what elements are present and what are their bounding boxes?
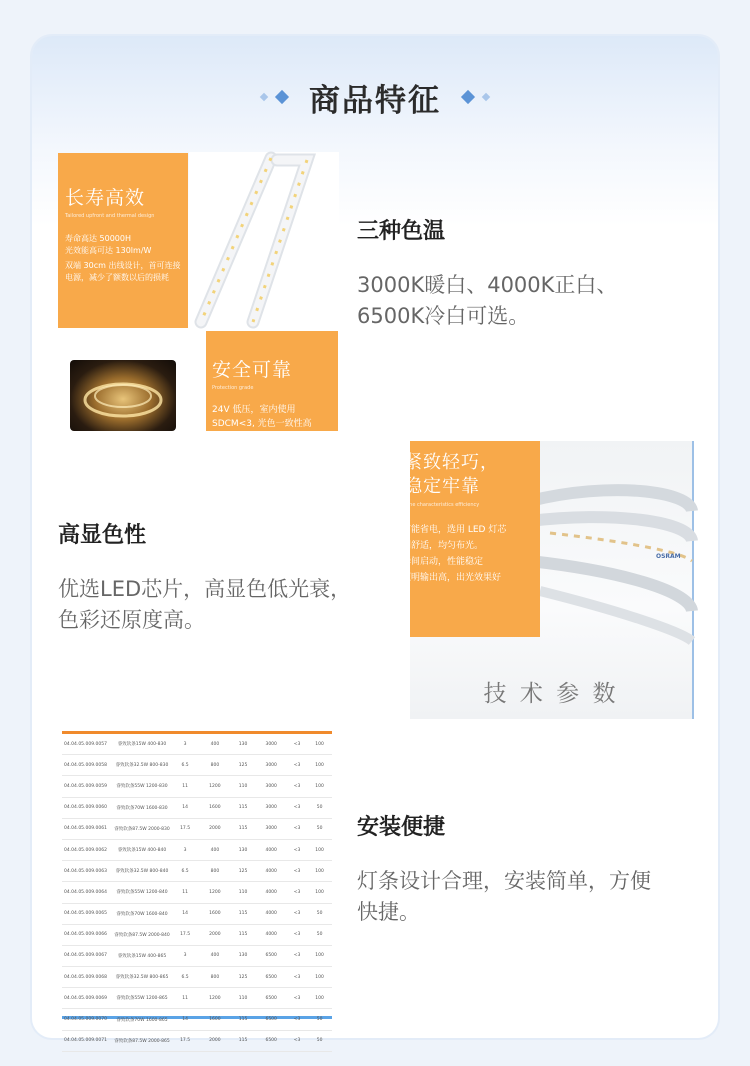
panel-line: 瞬间启动，性能稳定 (402, 557, 484, 567)
table-row (62, 839, 332, 860)
table-cell: 125 (231, 755, 256, 776)
table-cell: 11 (171, 988, 199, 1009)
table-cell: 睿致软条15W 400-840 (113, 839, 171, 860)
table-cell: <3 (287, 861, 307, 882)
table-cell: 115 (231, 924, 256, 945)
panel-safe (206, 331, 338, 431)
table-cell: 1600 (199, 1009, 230, 1030)
table-row (62, 882, 332, 903)
table-cell: 50 (307, 1030, 332, 1051)
table-cell: 100 (307, 839, 332, 860)
table-cell: 14 (171, 1009, 199, 1030)
table-cell: 17.5 (171, 818, 199, 839)
table-cell: 400 (199, 839, 230, 860)
table-cell: 04.04.05.009.0070 (62, 1009, 113, 1030)
table-cell: 04.04.05.009.0062 (62, 839, 113, 860)
table-cell: 04.04.05.009.0058 (62, 755, 113, 776)
table-cell: 11 (171, 882, 199, 903)
table-cell: 50 (307, 924, 332, 945)
table-cell: 3000 (255, 818, 286, 839)
diamond-small-icon (482, 93, 490, 101)
panel-long-life-subtitle: Tailored upfront and thermal design (65, 213, 155, 219)
strip-brand-label: OSRAM (656, 553, 681, 560)
table-cell: 睿致软条32.5W 800-840 (113, 861, 171, 882)
table-cell: 04.04.05.009.0064 (62, 882, 113, 903)
table-cell: 800 (199, 967, 230, 988)
table-cell: 130 (231, 839, 256, 860)
table-row (62, 797, 332, 818)
table-cell: 4000 (255, 924, 286, 945)
table-cell: 3 (171, 945, 199, 966)
table-cell: 04.04.05.009.0061 (62, 818, 113, 839)
table-cell: 100 (307, 945, 332, 966)
led-strip-zigzag-icon (189, 152, 339, 328)
table-cell: 1200 (199, 988, 230, 1009)
table-cell: <3 (287, 1030, 307, 1051)
table-cell: <3 (287, 818, 307, 839)
table-cell: 800 (199, 861, 230, 882)
table-cell: 3 (171, 839, 199, 860)
table-cell: 115 (231, 903, 256, 924)
table-cell: 115 (231, 1009, 256, 1030)
desc-line: 3000K暖白、4000K正白、 (357, 273, 618, 297)
table-cell: 17.5 (171, 1030, 199, 1051)
table-row (62, 967, 332, 988)
table-cell: <3 (287, 924, 307, 945)
desc-line: 6500K冷白可选。 (357, 304, 530, 328)
panel-line: 照明输出高，出光效果好 (402, 573, 502, 583)
panel-compact-subtitle: fine characteristics efficiency (406, 502, 480, 508)
table-cell: 睿致软条15W 400-865 (113, 945, 171, 966)
table-cell: 6500 (255, 967, 286, 988)
desc-line: 快捷。 (357, 900, 420, 924)
table-cell: <3 (287, 797, 307, 818)
panel-line: SDCM<3, 光色一致性高 (212, 419, 312, 429)
table-row (62, 861, 332, 882)
table-cell: 1200 (199, 882, 230, 903)
table-row (62, 924, 332, 945)
table-cell: 130 (231, 945, 256, 966)
table-cell: 110 (231, 776, 256, 797)
diamond-icon (275, 90, 289, 104)
desc-line: 色彩还原度高。 (58, 608, 205, 632)
panel-safe-subtitle: Protection grade (212, 385, 254, 391)
table-cell: 04.04.05.009.0060 (62, 797, 113, 818)
table-cell: 6.5 (171, 861, 199, 882)
table-cell: 3 (171, 734, 199, 755)
table-cell: 100 (307, 776, 332, 797)
table-cell: 125 (231, 967, 256, 988)
table-cell: 14 (171, 903, 199, 924)
table-cell: 04.04.05.009.0068 (62, 967, 113, 988)
product-features-card (32, 36, 718, 1044)
table-cell: 400 (199, 734, 230, 755)
panel-compact-title (404, 451, 540, 499)
table-cell: 50 (307, 903, 332, 924)
table-cell: 50 (307, 818, 332, 839)
table-cell: 6500 (255, 1009, 286, 1030)
table-cell: 11 (171, 776, 199, 797)
table-cell: 4000 (255, 861, 286, 882)
panel-compact-text (402, 522, 540, 586)
table-cell: 125 (231, 861, 256, 882)
table-cell: 3000 (255, 734, 286, 755)
table-cell: 04.04.05.009.0057 (62, 734, 113, 755)
led-strip-photo-dark (70, 360, 176, 431)
table-cell: <3 (287, 755, 307, 776)
table-cell: 6500 (255, 945, 286, 966)
table-row (62, 1009, 332, 1030)
table-cell: <3 (287, 776, 307, 797)
table-row (62, 945, 332, 966)
table-cell: 04.04.05.009.0063 (62, 861, 113, 882)
table-cell: 睿致软条70W 1600-840 (113, 903, 171, 924)
table-cell: 睿致软条32.5W 800-830 (113, 755, 171, 776)
table-cell: 115 (231, 1030, 256, 1051)
table-row (62, 734, 332, 755)
table-cell: 04.04.05.009.0066 (62, 924, 113, 945)
table-cell: 115 (231, 818, 256, 839)
table-cell: 50 (307, 1009, 332, 1030)
table-row (62, 776, 332, 797)
table-cell: 100 (307, 755, 332, 776)
table-cell: 1600 (199, 797, 230, 818)
table-cell: 睿致软条32.5W 800-865 (113, 967, 171, 988)
table-cell: 04.04.05.009.0059 (62, 776, 113, 797)
panel-safe-text (212, 403, 332, 431)
table-cell: 04.04.05.009.0067 (62, 945, 113, 966)
panel-line: 电源，减少了额数以后的损耗 (65, 273, 169, 282)
table-cell: 100 (307, 882, 332, 903)
table-cell: 6.5 (171, 967, 199, 988)
panel-line: 24V 低压，室内使用 (212, 405, 296, 415)
panel-line: 光效能高可达 130lm/W (65, 246, 152, 255)
desc-line: 灯条设计合理，安装简单，方便 (357, 869, 651, 893)
table-row (62, 818, 332, 839)
table-cell: 100 (307, 734, 332, 755)
tech-params-label: 技 术 参 数 (483, 681, 619, 707)
table-cell: 110 (231, 988, 256, 1009)
feature-desc-high-cri (58, 574, 351, 636)
title-line: 稳定牢靠 (404, 476, 480, 497)
table-cell: 50 (307, 797, 332, 818)
section-header (32, 72, 718, 122)
table-cell: 100 (307, 988, 332, 1009)
table-cell: 3000 (255, 776, 286, 797)
table-cell: 4000 (255, 903, 286, 924)
table-cell: 14 (171, 797, 199, 818)
feature-desc-install (357, 866, 651, 928)
table-cell: <3 (287, 988, 307, 1009)
table-cell: 2000 (199, 1030, 230, 1051)
table-cell: 130 (231, 734, 256, 755)
table-cell: <3 (287, 734, 307, 755)
table-cell: 110 (231, 882, 256, 903)
panel-long-life (58, 153, 188, 328)
table-cell: <3 (287, 967, 307, 988)
table-cell: 115 (231, 797, 256, 818)
panel-long-life-text (65, 233, 181, 284)
table-row (62, 755, 332, 776)
spec-table (62, 734, 332, 1052)
panel-line: 双端 30cm 出线设计，首可连接 (65, 261, 181, 270)
table-cell: 4000 (255, 882, 286, 903)
table-cell: 4000 (255, 839, 286, 860)
table-cell: <3 (287, 945, 307, 966)
table-cell: 睿致软条87.5W 2000-840 (113, 924, 171, 945)
table-row (62, 1030, 332, 1051)
feature-desc-color-temp (357, 270, 617, 332)
led-strip-image-1 (189, 152, 339, 328)
feature-title-color-temp: 三种色温 (357, 219, 446, 244)
table-cell: 睿致软条55W 1200-865 (113, 988, 171, 1009)
table-cell: <3 (287, 882, 307, 903)
table-cell: 睿致软条55W 1200-840 (113, 882, 171, 903)
table-cell: 3000 (255, 797, 286, 818)
table-cell: 睿致软条15W 400-830 (113, 734, 171, 755)
table-cell: 400 (199, 945, 230, 966)
table-cell: 04.04.05.009.0069 (62, 988, 113, 1009)
diamond-icon (461, 90, 475, 104)
table-cell: 800 (199, 755, 230, 776)
table-cell: 3000 (255, 755, 286, 776)
table-row (62, 988, 332, 1009)
panel-safe-title: 安全可靠 (212, 359, 293, 381)
table-cell: 17.5 (171, 924, 199, 945)
table-cell: <3 (287, 1009, 307, 1030)
table-cell: 睿致软条70W 1600-865 (113, 1009, 171, 1030)
table-cell: 6500 (255, 1030, 286, 1051)
desc-line: 优选LED芯片，高显色低光衰， (58, 577, 352, 601)
table-cell: <3 (287, 839, 307, 860)
panel-line: 明舒适，均匀布光。 (402, 541, 484, 551)
table-cell: 6500 (255, 988, 286, 1009)
table-cell: 04.04.05.009.0071 (62, 1030, 113, 1051)
table-cell: 100 (307, 967, 332, 988)
section-title: 商品特征 (309, 82, 441, 119)
table-cell: 100 (307, 861, 332, 882)
spec-table-image (62, 731, 332, 1044)
table-row (62, 903, 332, 924)
table-cell: 睿致软条87.5W 2000-865 (113, 1030, 171, 1051)
table-cell: 04.04.05.009.0065 (62, 903, 113, 924)
table-cell: 1600 (199, 903, 230, 924)
table-cell: 2000 (199, 818, 230, 839)
feature-title-install: 安装便捷 (357, 815, 446, 840)
table-cell: 睿致软条55W 1200-830 (113, 776, 171, 797)
table-cell: <3 (287, 903, 307, 924)
panel-line: 节能省电，选用 LED 灯芯 (402, 525, 507, 535)
table-cell: 2000 (199, 924, 230, 945)
panel-line: 寿命高达 50000H (65, 234, 132, 243)
table-cell: 睿致软条70W 1600-830 (113, 797, 171, 818)
coil-icon (70, 360, 176, 431)
panel-long-life-title: 长寿高效 (65, 187, 146, 209)
panel-compact (402, 441, 540, 637)
feature-title-high-cri: 高显色性 (58, 523, 147, 548)
title-line: 紧致轻巧， (404, 452, 499, 473)
table-cell: 睿致软条87.5W 2000-830 (113, 818, 171, 839)
diamond-small-icon (260, 93, 268, 101)
table-cell: 1200 (199, 776, 230, 797)
table-cell: 6.5 (171, 755, 199, 776)
